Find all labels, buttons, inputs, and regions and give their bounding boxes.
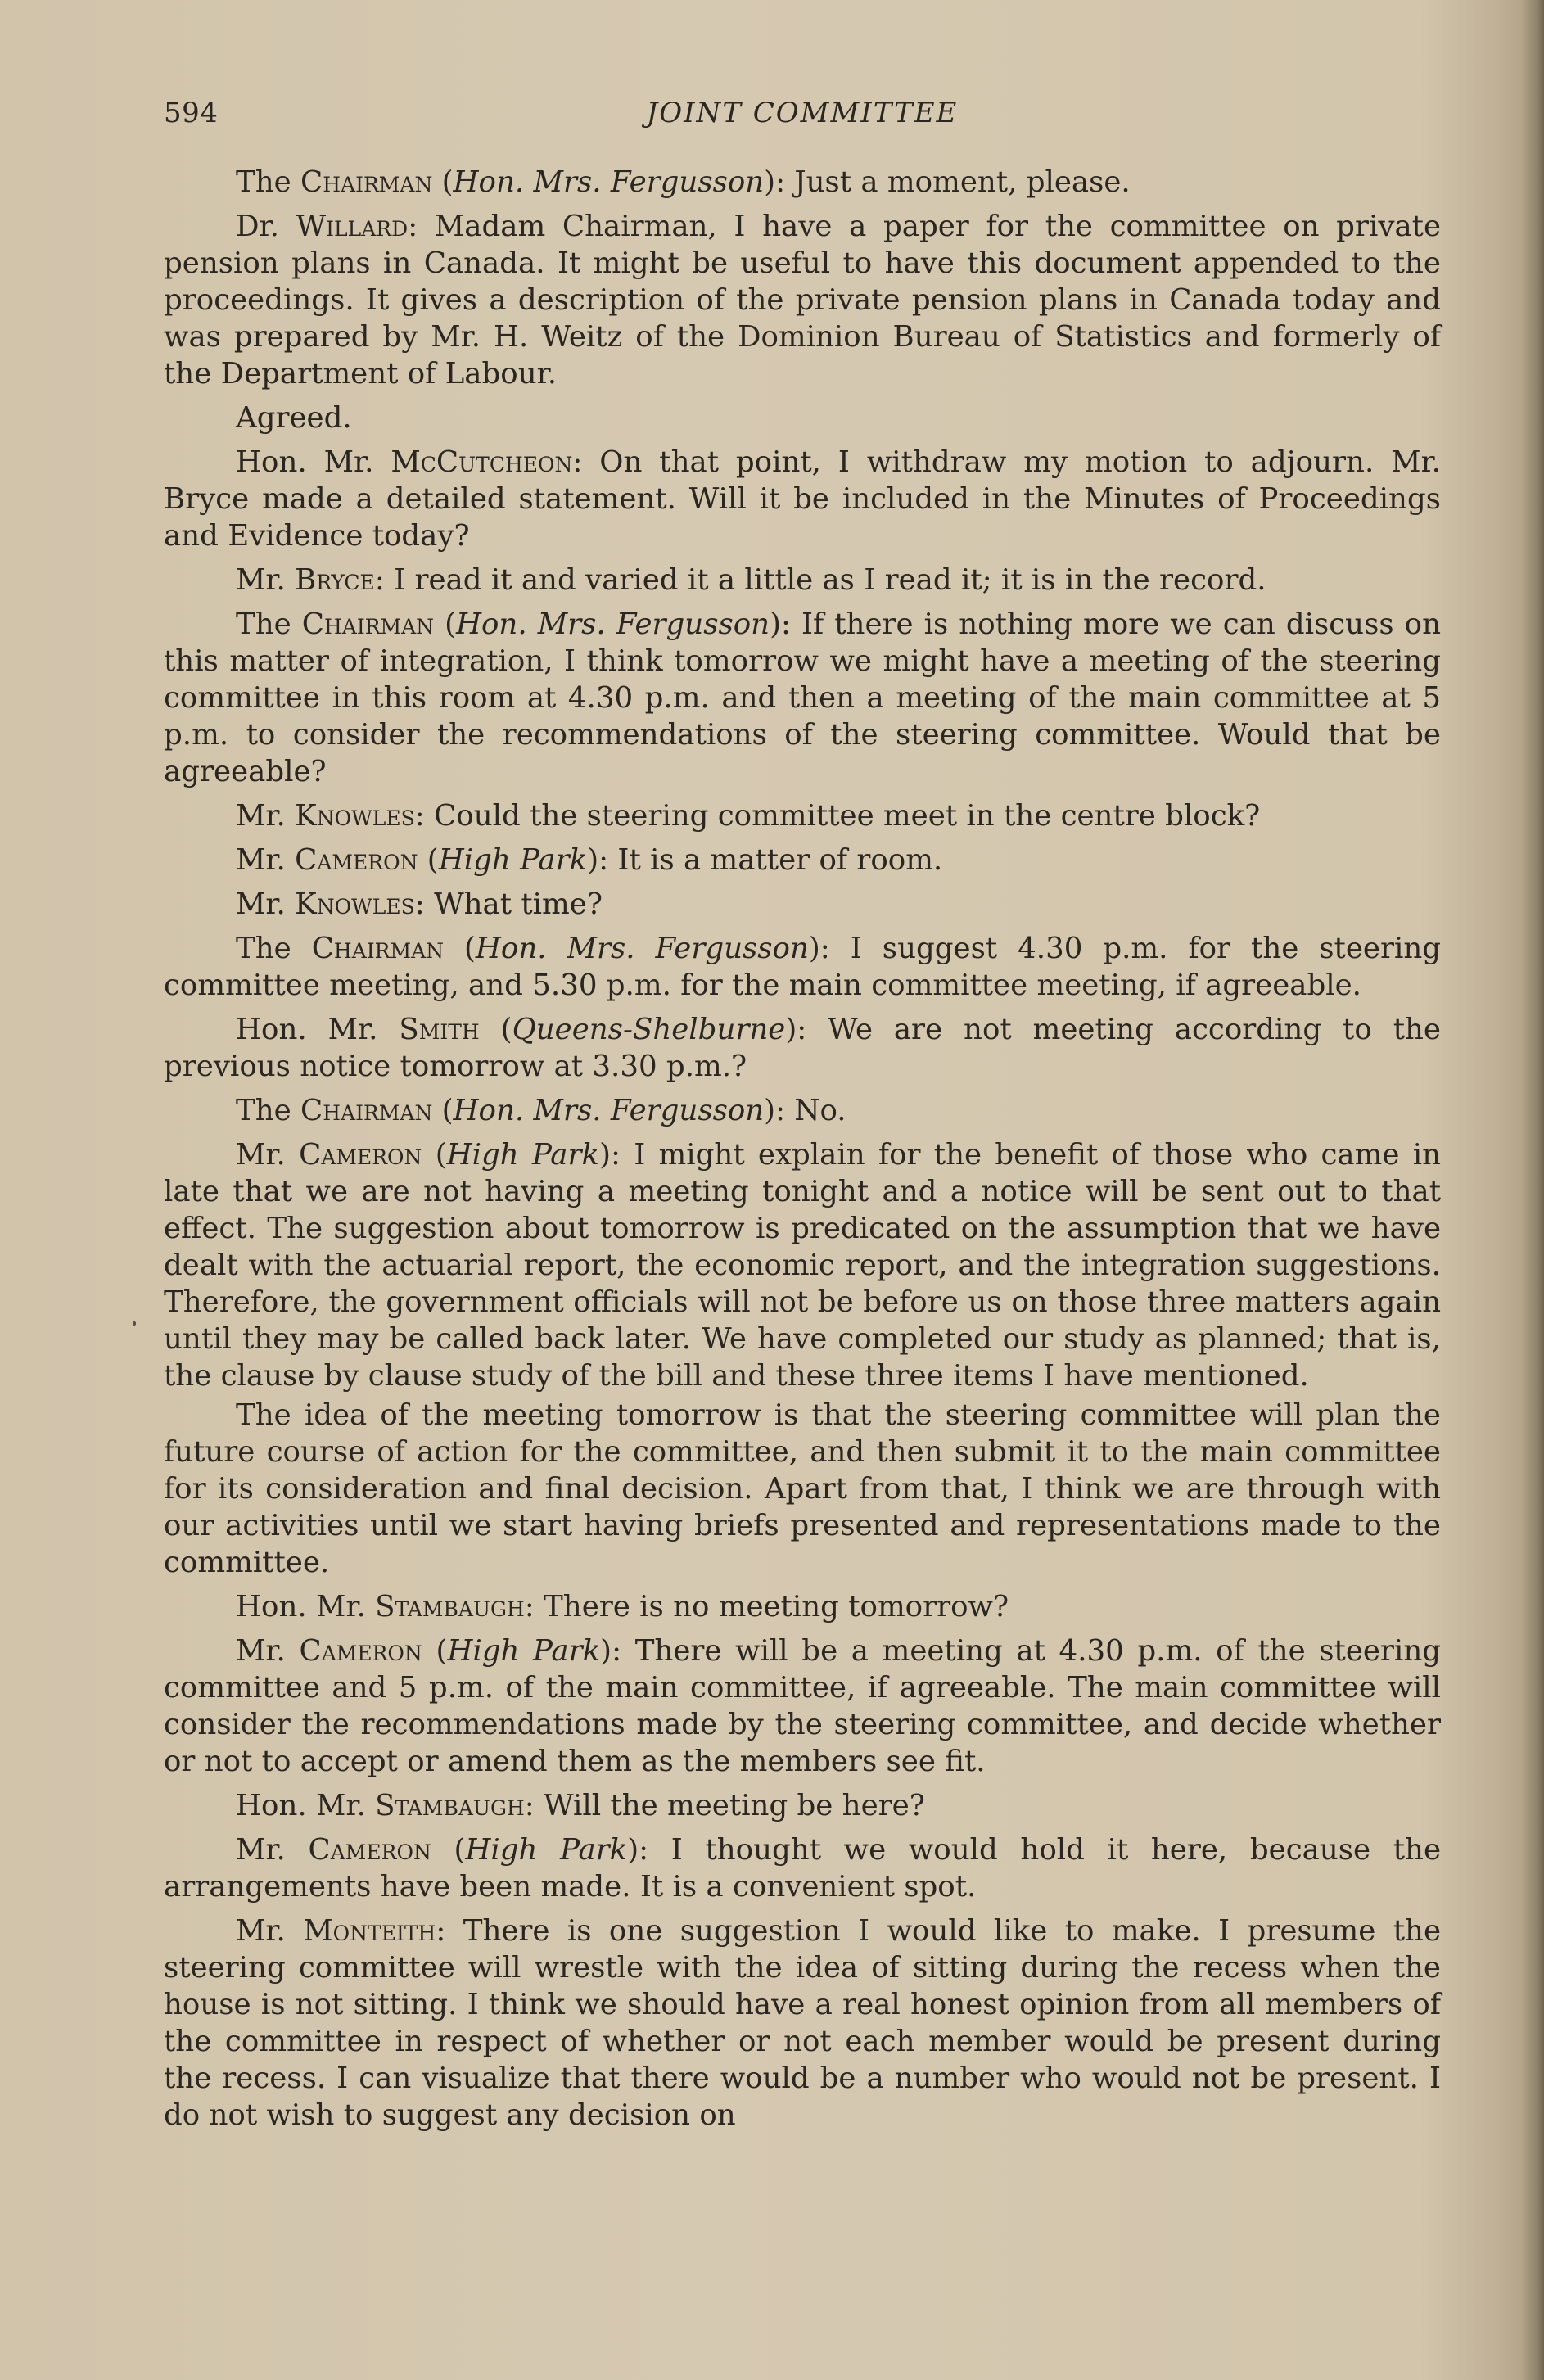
- running-head: JOINT COMMITTEE: [646, 97, 959, 129]
- transcript-paragraph: Hon. Mr. McCutcheon: On that point, I withdraw my motion to adjourn. Mr. Bryce made a detailed statement. Will it be included in the Minutes of Proceedings and Evidence today?: [164, 445, 1441, 553]
- speaker-constituency: Queens-Shelburne: [512, 1013, 786, 1046]
- paragraph-text: It is a matter of room.: [617, 843, 943, 877]
- speaker-name: McCutcheon: [391, 445, 573, 479]
- paragraph-text: If there is nothing more we can discuss on this matter of integration, I think tomorrow we might have a meeting of the steering committee in this room at 4.30 p.m. and then a meeting of the main committee at 5 p.m. to consider the recommendations of the steering committee. Would that be agreeable?: [164, 607, 1441, 788]
- transcript-paragraph: Mr. Cameron (High Park): I thought we would hold it here, because the arrangements have been made. It is a convenient spot.: [164, 1833, 1441, 1904]
- speaker-name: Cameron: [299, 1634, 422, 1668]
- transcript-paragraph: [164, 1397, 1441, 1581]
- speaker-constituency: High Park: [465, 1833, 628, 1867]
- transcript-paragraph: [164, 400, 1441, 436]
- paragraph-text: There is no meeting tomorrow?: [544, 1590, 1009, 1624]
- speaker-name: Monteith: [303, 1914, 436, 1948]
- speaker-prefix: Mr.: [236, 1138, 286, 1172]
- speaker-prefix: Mr.: [236, 887, 286, 921]
- speaker-prefix: Hon. Mr.: [236, 1013, 378, 1046]
- speaker-name: Knowles: [295, 799, 415, 833]
- speaker-constituency: High Park: [438, 843, 588, 877]
- speaker-prefix: Hon. Mr.: [236, 1590, 366, 1624]
- paragraph-text: No.: [794, 1094, 846, 1127]
- transcript-paragraph: Dr. Willard: Madam Chairman, I have a paper for the committee on private pension plans in Canada. It might be useful to have this document appended to the proceedings. It gives a description of the private pension plans in Canada today and was prepared by Mr. H. Weitz of the Dominion Bureau of Statistics and formerly of the Department of Labour.: [164, 210, 1442, 391]
- paragraph-text: There is one suggestion I would like to make. I presume the steering committee will wrestle with the idea of sitting during the recess when the house is not sitting. I think we should have a real honest opinion from all members of the committee in respect of whether or not each member would be present during the recess. I can visualize that there would be a number who would not be present. I do not wish to suggest any decision on: [164, 1914, 1442, 2132]
- speaker-constituency: High Park: [446, 1138, 600, 1172]
- speaker-name: Cameron: [299, 1138, 422, 1172]
- paragraph-text: I might explain for the benefit of those who came in late that we are not having a meeting tonight and a notice will be sent out to that effect. The suggestion about tomorrow is predicated on the assumption that we have dealt with the actuarial report, the economic report, and the integration suggestions. Therefore, the government officials will not be before us on those three matters again until they may be called back later. We have completed our study as planned; that is, the clause by clause study of the bill and these three items I have mentioned.: [164, 1138, 1441, 1393]
- speaker-constituency: Hon. Mrs. Fergusson: [455, 607, 770, 641]
- speaker-prefix: Mr.: [236, 843, 286, 877]
- transcript-body: [164, 164, 1441, 2141]
- speaker-prefix: The: [236, 165, 291, 199]
- transcript-paragraph: Mr. Cameron (High Park): I might explain for the benefit of those who came in late that we are not having a meeting tonight and a notice will be sent out to that effect. The suggestion about tomorrow is predicated on the assumption that we have dealt with the actuarial report, the economic report, and the integration suggestions. Therefore, the government officials will not be before us on those three matters again until they may be called back later. We have completed our study as planned; that is, the clause by clause study of the bill and these three items I have mentioned.: [164, 1138, 1441, 1393]
- speaker-prefix: Mr.: [236, 563, 286, 597]
- transcript-paragraph: Mr. Cameron (High Park): There will be a meeting at 4.30 p.m. of the steering committee and 5 p.m. of the main committee, if agreeable. The main committee will consider the recommendations made by the steering committee, and decide whether or not to accept or amend them as the members see fit.: [164, 1634, 1442, 1778]
- transcript-paragraph: Mr. Cameron (High Park): It is a matter of room.: [236, 843, 943, 877]
- speaker-prefix: The: [236, 607, 291, 641]
- paragraph-text: Agreed.: [236, 401, 352, 435]
- speaker-constituency: Hon. Mrs. Fergusson: [453, 1094, 765, 1127]
- transcript-paragraph: The Chairman (Hon. Mrs. Fergusson): If there is nothing more we can discuss on this matter of integration, I think tomorrow we might have a meeting of the steering committee in this room at 4.30 p.m. and then a meeting of the main committee at 5 p.m. to consider the recommendations of the steering committee. Would that be agreeable?: [164, 607, 1441, 788]
- speaker-name: Chairman: [311, 932, 445, 965]
- speaker-prefix: Mr.: [236, 1634, 286, 1668]
- speaker-name: Stambaugh: [375, 1590, 525, 1624]
- speaker-name: Stambaugh: [375, 1789, 525, 1822]
- page-header: [164, 97, 1441, 138]
- transcript-paragraph: Mr. Monteith: There is one suggestion I would like to make. I presume the steering committee will wrestle with the idea of sitting during the recess when the house is not sitting. I think we should have a real honest opinion from all members of the committee in respect of whether or not each member would be present during the recess. I can visualize that there would be a number who would not be present. I do not wish to suggest any decision on: [164, 1914, 1442, 2132]
- paragraph-text: Madam Chairman, I have a paper for the committee on private pension plans in Canada. It might be useful to have this document appended to the proceedings. It gives a description of the private pension plans in Canada today and was prepared by Mr. H. Weitz of the Dominion Bureau of Statistics and formerly of the Department of Labour.: [164, 210, 1442, 391]
- speaker-prefix: The: [236, 932, 291, 965]
- transcript-paragraph: The Chairman (Hon. Mrs. Fergusson): Just a moment, please.: [236, 165, 1131, 199]
- transcript-paragraph: The Chairman (Hon. Mrs. Fergusson): I suggest 4.30 p.m. for the steering committee meeting, and 5.30 p.m. for the main committee meeting, if agreeable.: [164, 932, 1442, 1002]
- speaker-prefix: Mr.: [236, 799, 286, 833]
- speaker-prefix: Dr.: [236, 210, 279, 243]
- page-number: 594: [164, 97, 219, 129]
- speaker-prefix: The: [236, 1094, 291, 1127]
- speaker-name: Willard: [296, 210, 409, 243]
- print-speck: [133, 1321, 136, 1326]
- speaker-name: Chairman: [300, 1094, 433, 1127]
- speaker-name: Cameron: [295, 843, 418, 877]
- paragraph-text: I thought we would hold it here, because the arrangements have been made. It is a convenient spot.: [164, 1833, 1441, 1904]
- paragraph-text: What time?: [434, 887, 603, 921]
- transcript-paragraph: Hon. Mr. Smith (Queens-Shelburne): We are not meeting according to the previous notice tomorrow at 3.30 p.m.?: [164, 1013, 1441, 1083]
- speaker-constituency: High Park: [447, 1634, 601, 1668]
- speaker-name: Bryce: [295, 563, 375, 597]
- page-edge-shadow: [1521, 0, 1544, 2380]
- speaker-prefix: Hon. Mr.: [236, 445, 374, 479]
- paragraph-text: The idea of the meeting tomorrow is that the steering committee will plan the future course of action for the committee, and then submit it to the main committee for its consideration and final decision. Apart from that, I think we are through with our activities until we start having briefs presented and representations made to the committee.: [164, 1398, 1441, 1579]
- transcript-paragraph: The Chairman (Hon. Mrs. Fergusson): No.: [236, 1094, 846, 1127]
- speaker-prefix: Mr.: [236, 1833, 286, 1867]
- speaker-name: Knowles: [295, 887, 415, 921]
- paragraph-text: We are not meeting according to the previous notice tomorrow at 3.30 p.m.?: [164, 1013, 1441, 1083]
- paragraph-text: There will be a meeting at 4.30 p.m. of the steering committee and 5 p.m. of the main committee, if agreeable. The main committee will consider the recommendations made by the steering committee, and decide whether or not to accept or amend them as the members see fit.: [164, 1634, 1442, 1778]
- transcript-paragraph: Mr. Bryce: I read it and varied it a little as I read it; it is in the record.: [236, 563, 1266, 597]
- speaker-prefix: Mr.: [236, 1914, 286, 1948]
- transcript-paragraph: Hon. Mr. Stambaugh: There is no meeting tomorrow?: [236, 1590, 1009, 1624]
- transcript-paragraph: Mr. Knowles: What time?: [236, 887, 603, 921]
- paragraph-text: On that point, I withdraw my motion to adjourn. Mr. Bryce made a detailed statement. Will it be included in the Minutes of Proceedings and Evidence today?: [164, 445, 1441, 553]
- speaker-name: Chairman: [301, 607, 435, 641]
- paragraph-text: Could the steering committee meet in the centre block?: [434, 799, 1261, 833]
- paragraph-text: I read it and varied it a little as I read it; it is in the record.: [394, 563, 1266, 597]
- speaker-constituency: Hon. Mrs. Fergusson: [475, 932, 809, 965]
- speaker-prefix: Hon. Mr.: [236, 1789, 366, 1822]
- transcript-paragraph: Hon. Mr. Stambaugh: Will the meeting be here?: [236, 1789, 925, 1822]
- speaker-name: Cameron: [308, 1833, 431, 1867]
- speaker-constituency: Hon. Mrs. Fergusson: [453, 165, 765, 199]
- speaker-name: Chairman: [300, 165, 433, 199]
- paragraph-text: Will the meeting be here?: [544, 1789, 925, 1822]
- speaker-name: Smith: [399, 1013, 480, 1046]
- paragraph-text: Just a moment, please.: [794, 165, 1131, 199]
- paragraph-text: I suggest 4.30 p.m. for the steering committee meeting, and 5.30 p.m. for the main committee meeting, if agreeable.: [164, 932, 1442, 1002]
- transcript-paragraph: Mr. Knowles: Could the steering committee meet in the centre block?: [236, 799, 1261, 833]
